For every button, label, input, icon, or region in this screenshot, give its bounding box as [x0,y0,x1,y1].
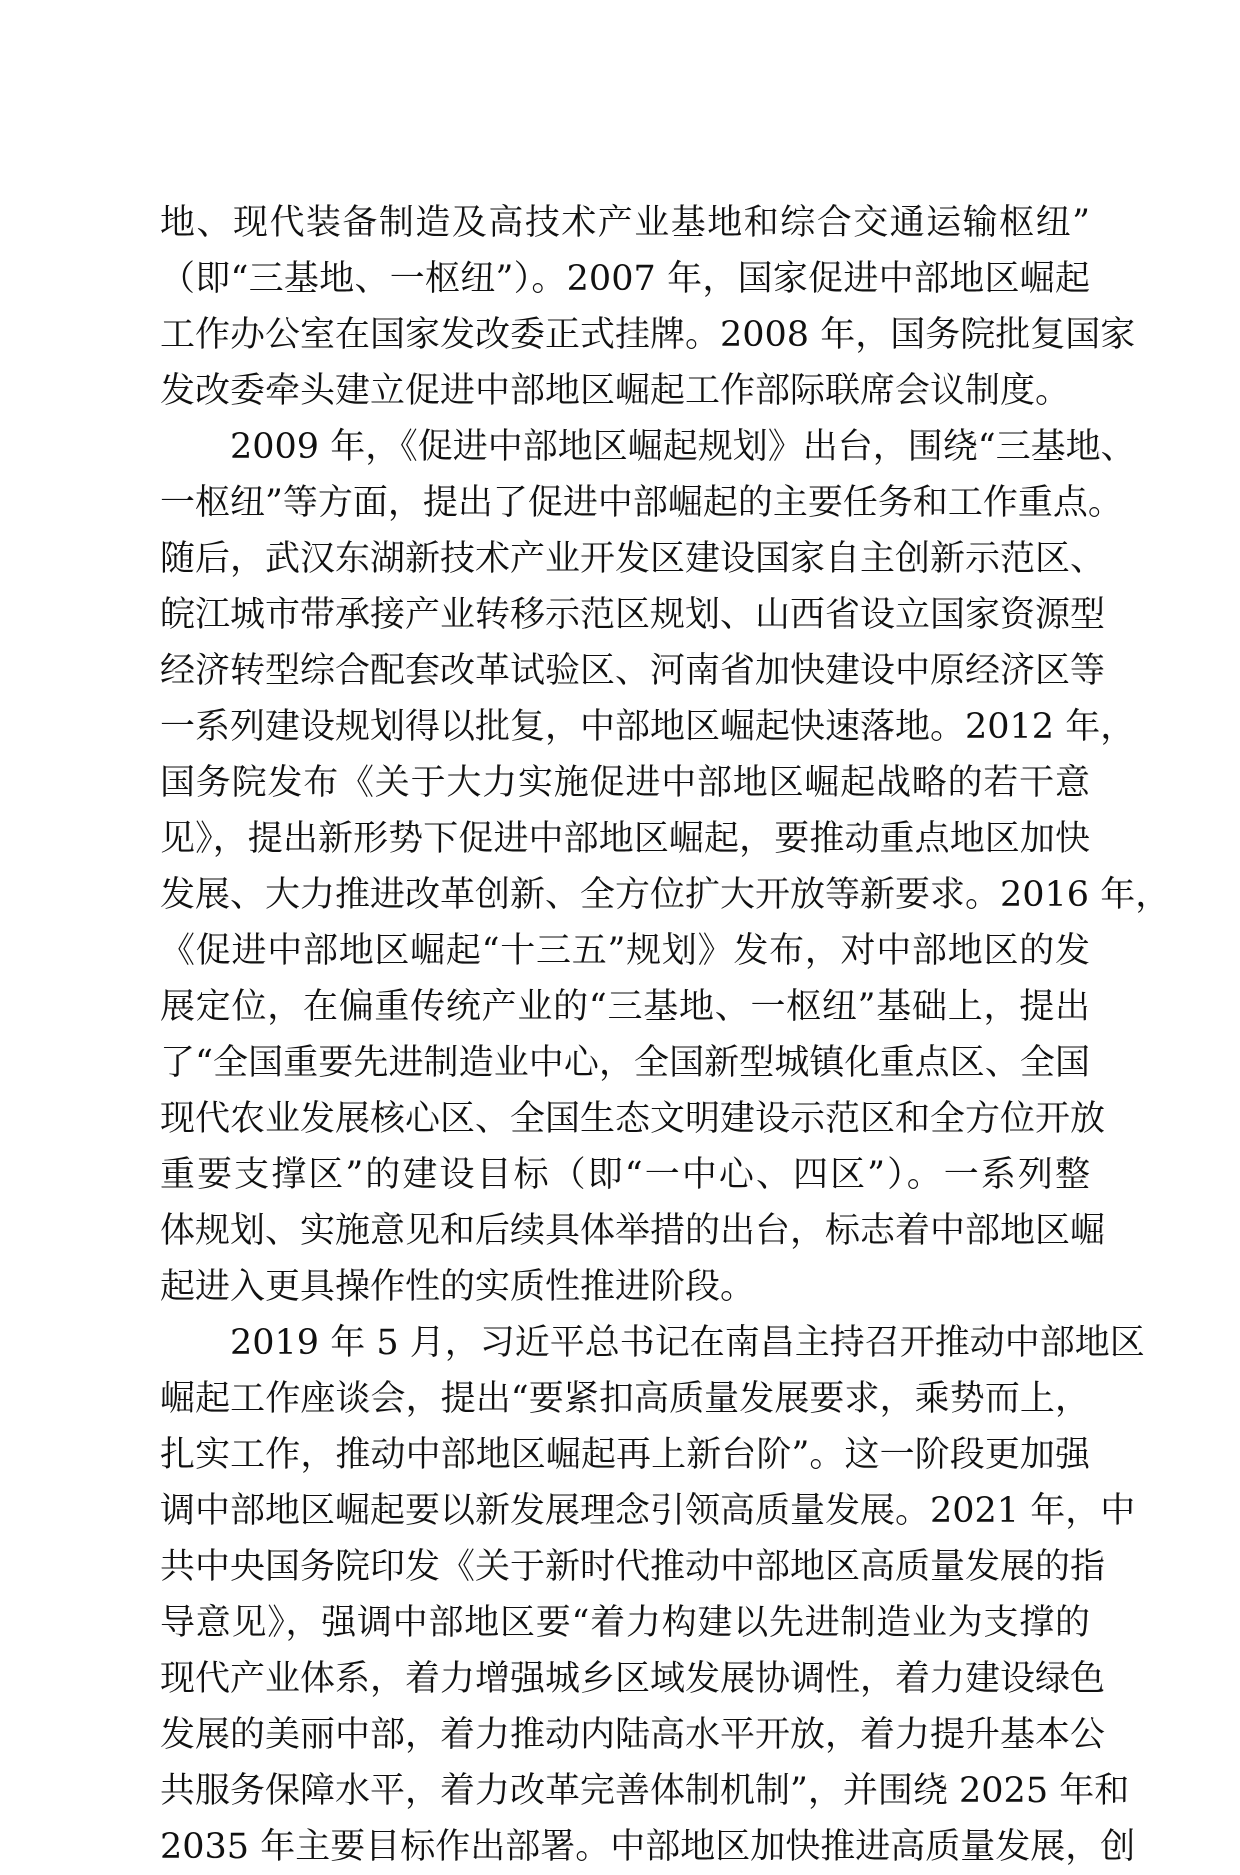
text-line: 地、现代装备制造及高技术产业基地和综合交通运输枢纽” [160,203,1090,243]
text-line: 导意见》，强调中部地区要“着力构建以先进制造业为支撑的 [160,1603,1090,1643]
text-line: 体规划、实施意见和后续具体举措的出台，标志着中部地区崛 [160,1211,1106,1251]
text-line: 工作办公室在国家发改委正式挂牌。2008 年，国务院批复国家 [160,315,1136,355]
text-line: 一系列建设规划得以批复，中部地区崛起快速落地。2012 年， [160,707,1136,747]
text-line: 扎实工作，推动中部地区崛起再上新台阶”。这一阶段更加强 [160,1435,1090,1475]
text-line: 崛起工作座谈会，提出“要紧扣高质量发展要求，乘势而上， [160,1379,1090,1419]
text-line: 展定位，在偏重传统产业的“三基地、一枢纽”基础上，提出 [160,987,1090,1027]
text-line: （即“三基地、一枢纽”）。2007 年，国家促进中部地区崛起 [160,259,1090,299]
text-line: 见》，提出新形势下促进中部地区崛起，要推动重点地区加快 [160,819,1090,859]
text-line: 现代产业体系，着力增强城乡区域发展协调性，着力建设绿色 [160,1659,1106,1699]
text-line: 经济转型综合配套改革试验区、河南省加快建设中原经济区等 [160,651,1106,691]
text-line: 《促进中部地区崛起“十三五”规划》发布，对中部地区的发 [160,931,1090,971]
text-line: 共服务保障水平，着力改革完善体制机制”，并围绕 2025 年和 [160,1771,1130,1811]
text-line: 发展的美丽中部，着力推动内陆高水平开放，着力提升基本公 [160,1715,1106,1755]
text-line: 重要支撑区”的建设目标（即“一中心、四区”）。一系列整 [160,1155,1090,1195]
text-line: 现代农业发展核心区、全国生态文明建设示范区和全方位开放 [160,1099,1106,1139]
text-line: 起进入更具操作性的实质性推进阶段。 [160,1267,756,1307]
text-line: 调中部地区崛起要以新发展理念引领高质量发展。2021 年，中 [160,1491,1136,1531]
text-line: 皖江城市带承接产业转移示范区规划、山西省设立国家资源型 [160,595,1106,635]
paragraph-first-line: 2019 年 5 月，习近平总书记在南昌主持召开推动中部地区 [230,1323,1145,1363]
text-line: 共中央国务院印发《关于新时代推动中部地区高质量发展的指 [160,1547,1106,1587]
text-line: 发改委牵头建立促进中部地区崛起工作部际联席会议制度。 [160,371,1071,411]
paragraph-first-line: 2009 年，《促进中部地区崛起规划》出台，围绕“三基地、 [230,427,1136,467]
text-line: 随后，武汉东湖新技术产业开发区建设国家自主创新示范区、 [160,539,1106,579]
text-line: 国务院发布《关于大力实施促进中部地区崛起战略的若干意 [160,763,1090,803]
body-text [160,195,1171,1875]
text-line: 2035 年主要目标作出部署。中部地区加快推进高质量发展，创 [160,1827,1136,1867]
text-line: 发展、大力推进改革创新、全方位扩大开放等新要求。2016 年， [160,875,1171,915]
text-line: 一枢纽”等方面，提出了促进中部崛起的主要任务和工作重点。 [160,483,1123,523]
text-line: 了“全国重要先进制造业中心，全国新型城镇化重点区、全国 [160,1043,1090,1083]
